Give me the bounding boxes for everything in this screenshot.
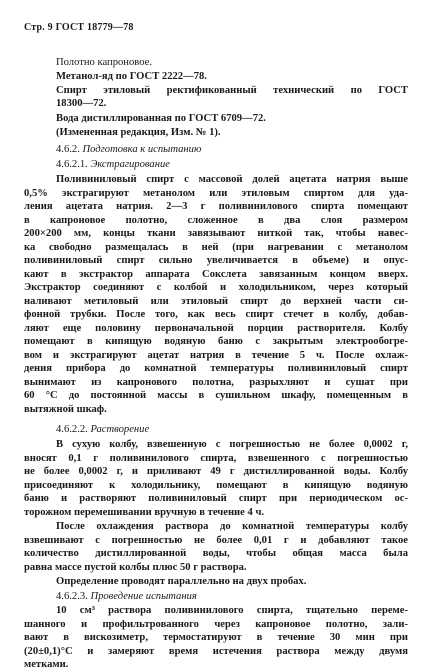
text-line: дения прибора до комнатной температуры поливиниловый спирт [24, 363, 408, 374]
text-line: В сухую колбу, взвешенную с погрешностью не более 0,0002 г, [56, 439, 408, 450]
material-list [56, 56, 207, 83]
text-line: наливают метиловый или этиловый спирт до верхней части си- [24, 295, 408, 307]
text-line: помещают в кипящую водяную баню с закрытым электрообогре- [24, 336, 408, 347]
paragraph-parallel [56, 575, 306, 589]
text-line: поливиниловый спирт сильно увеличивается в объеме) и опус- [24, 255, 408, 266]
material-spirit-cont [56, 97, 106, 111]
text-line: фонной трубки. После того, как весь спирт стечет в колбу, добав- [24, 309, 408, 320]
text-line: вытяжной шкаф. [24, 403, 107, 415]
paragraph-dissolution [24, 438, 408, 519]
section-number: 4.6.2.2. [56, 424, 88, 435]
text-line: взвешивают с погрешностью не более 0,01 г и добавляют такое [24, 534, 408, 546]
paragraph-cooling [24, 520, 408, 574]
text-line: торожном перемешивании вручную в течение 4 ч. [24, 506, 265, 518]
text-line: ляют еще половину первоначальной порции растворителя. Колбу [24, 322, 408, 334]
text-line: вают в вискозиметр, термостатируют в течение 30 мин при [24, 632, 408, 643]
text-line: не более 0,0002 г, и приливают 49 г дистиллированной воды. Колбу [24, 466, 408, 477]
section-number: 4.6.2. [56, 144, 80, 155]
text-line: (20±0,1)°С и замеряют время истечения раствора между двумя [24, 645, 408, 657]
text-line: ка свободно размещалась в ней (при нагревании с метанолом [24, 241, 408, 253]
text-line: Экстрактор соединяют с колбой и холодильником, через который [24, 282, 408, 293]
text-line: метками. [24, 659, 69, 670]
text-line: в капроновое полотно, сложенное в два слоя размером [24, 214, 408, 226]
text-line: кают в экстрактор аппарата Сокслета завязанным концом вверх. [24, 268, 408, 280]
material-line: Спирт этиловый ректификованный технический по ГОСТ [56, 85, 408, 96]
material-line: 18300—72. [56, 98, 107, 109]
text-line: вом и экстрагируют ацетат натрия в течение 5 ч. После охлаж- [24, 349, 408, 361]
text-line: шанного и профильтрованного через капроновое полотно, зали- [24, 618, 408, 630]
section-number: 4.6.2.3. [56, 591, 88, 602]
paragraph-test [24, 604, 408, 672]
text-line: 10 см³ раствора поливинилового спирта, тщательно переме- [56, 605, 408, 616]
page-header: Стр. 9 ГОСТ 18779—78 [24, 22, 134, 33]
text-line: Определение проводят параллельно на двух пробах. [56, 576, 307, 587]
material-line: Метанол-яд по ГОСТ 2222—78. [56, 70, 207, 82]
text-line: После охлаждения раствора до комнатной температуры колбу [56, 521, 408, 532]
material-line: Полотно капроновое. [56, 57, 152, 68]
text-line: присоединяют к холодильнику, помещают в кипящую водяную [24, 479, 408, 491]
material-water [56, 112, 266, 139]
edit-note: (Измененная редакция, Изм. № 1). [56, 126, 221, 138]
text-line: 200×200 мм, концы ткани завязывают ниткой так, чтобы навес- [24, 228, 408, 239]
section-heading-4623 [56, 590, 197, 604]
material-spirit [56, 84, 408, 98]
section-title: Экстрагирование [90, 159, 170, 170]
section-heading-4621 [56, 158, 170, 172]
text-line: Поливиниловый спирт с массовой долей ацетата натрия выше [56, 174, 408, 185]
text-line: ления ацетата натрия. 2—3 г поливинилового спирта помещают [24, 201, 408, 212]
text-line: количество дистиллированной воды, чтобы общая масса была [24, 548, 408, 559]
paragraph-extraction [24, 173, 408, 416]
section-heading-4622 [56, 423, 149, 437]
text-line: вынимают из капронового полотна, разрыхляют и сушат при [24, 376, 408, 388]
section-title: Проведение испытания [90, 591, 197, 602]
text-line: 60 °С до постоянной массы в сушильном шкафу, помещенным в [24, 390, 408, 401]
text-line: 0,5% экстрагируют метанолом или этиловым спиртом для уда- [24, 187, 408, 199]
material-line: Вода дистиллированная по ГОСТ 6709—72. [56, 113, 266, 124]
section-number: 4.6.2.1. [56, 159, 88, 170]
section-title: Подготовка к испытанию [82, 144, 202, 155]
text-line: вносят 0,1 г поливинилового спирта, взвешенного с погрешностью [24, 452, 408, 464]
section-title: Растворение [90, 424, 150, 435]
section-heading-462 [56, 143, 201, 157]
text-line: равна массе пустой колбы плюс 50 г раствора. [24, 561, 247, 573]
text-line: баню и растворяют поливиниловый спирт при периодическом ос- [24, 493, 408, 504]
